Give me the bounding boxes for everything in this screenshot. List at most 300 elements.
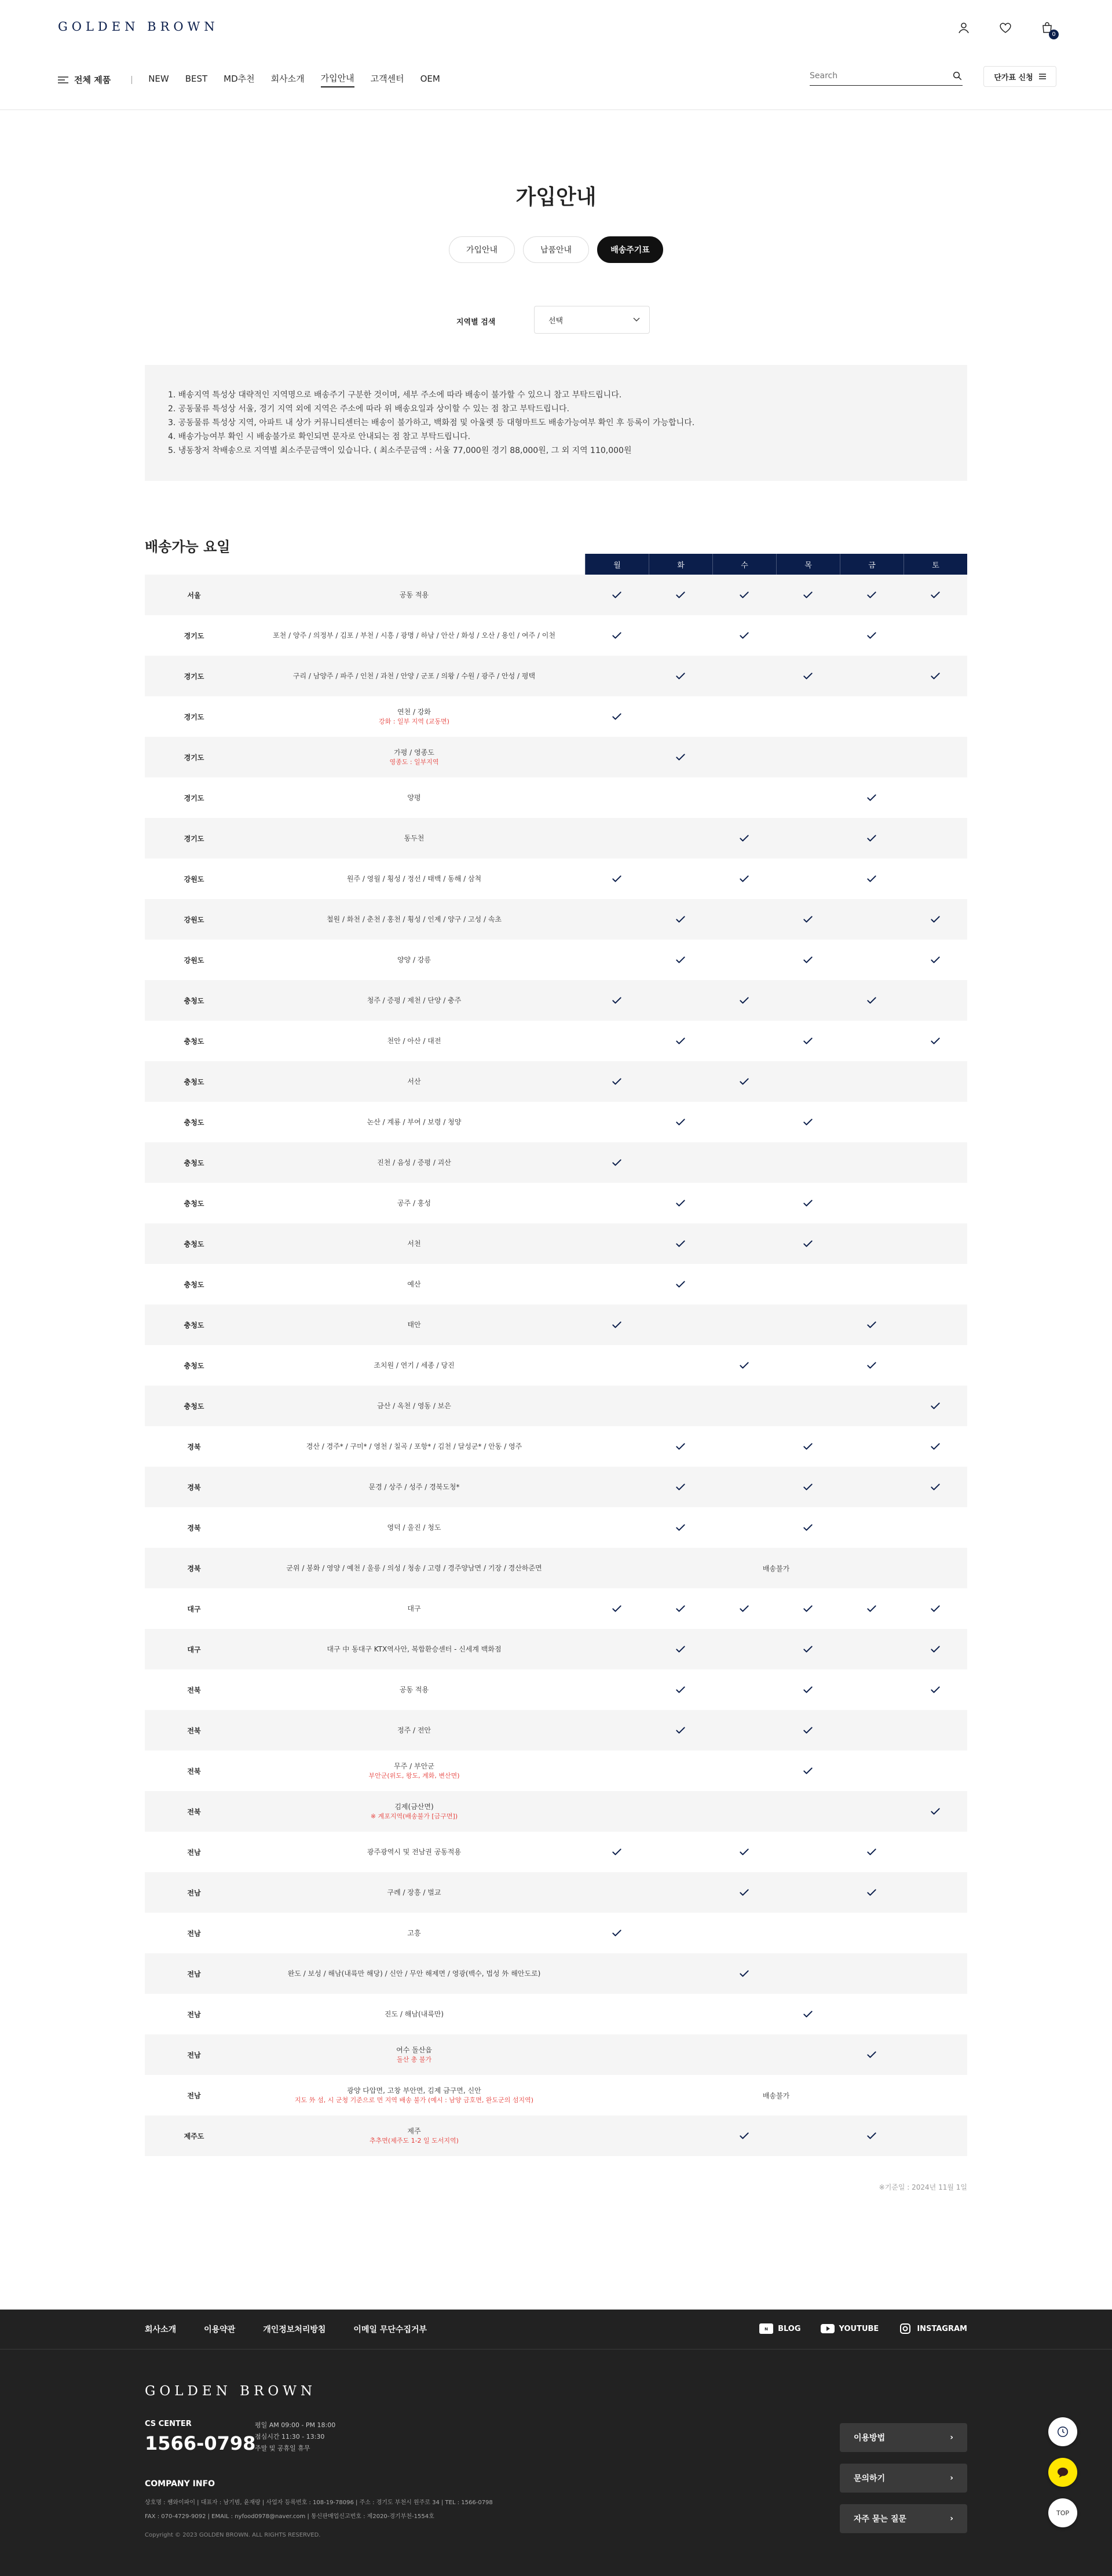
blog-link[interactable]	[759, 2323, 800, 2334]
day-cell-fri	[840, 792, 904, 803]
area-name: 논산 / 계룡 / 부여 / 보령 / 청양	[367, 1118, 462, 1126]
day-header-thu: 목	[776, 554, 840, 575]
table-row	[145, 1345, 967, 1386]
region-cell: 전남	[187, 2051, 201, 2059]
search-icon[interactable]	[952, 71, 963, 81]
day-cell-wed	[712, 1968, 776, 1979]
youtube-icon	[821, 2323, 835, 2334]
check-icon	[675, 1035, 686, 1047]
area-name: 양양 / 강릉	[397, 956, 431, 964]
area-cell	[243, 1685, 585, 1695]
clock-icon	[1056, 2425, 1069, 2438]
check-icon	[802, 589, 814, 601]
area-note: 부안군(위도, 왕도, 계화, 변산면)	[368, 1772, 460, 1780]
check-icon	[611, 1927, 623, 1939]
region-cell: 충청도	[184, 1280, 204, 1289]
area-cell	[243, 1279, 585, 1289]
day-cell-tue	[649, 751, 712, 763]
day-cell-thu	[776, 954, 840, 966]
check-icon	[802, 914, 814, 925]
area-cell	[243, 2085, 585, 2105]
footer-divider	[0, 2349, 1112, 2350]
tab-delivery-guide[interactable]: 납품안내	[523, 236, 589, 263]
area-note: 지도 外 섬, 시 군청 기준으로 먼 지역 배송 불가 (예시 : 남양 금호면, 완도군의 섬지역)	[294, 2096, 534, 2104]
region-cell: 충청도	[184, 996, 204, 1005]
area-name: 서산	[407, 1077, 421, 1086]
table-row	[145, 1588, 967, 1629]
region-cell: 서울	[187, 591, 201, 600]
region-cell: 강원도	[184, 915, 204, 924]
region-cell: 전남	[187, 1848, 201, 1857]
region-cell: 경북	[187, 1523, 201, 1532]
area-note: 영종도 : 일부지역	[389, 758, 439, 766]
recent-view-button[interactable]	[1048, 2417, 1077, 2446]
nav-best[interactable]: BEST	[185, 73, 208, 84]
how-to-use-label: 이용방법	[854, 2434, 886, 2443]
schedule-title: 배송가능 요일	[145, 539, 231, 555]
area-name: 대구	[407, 1605, 421, 1613]
check-icon	[802, 670, 814, 682]
table-row	[145, 1426, 967, 1467]
day-cell-tue	[649, 1116, 712, 1128]
region-cell: 전남	[187, 2010, 201, 2019]
instagram-link[interactable]	[898, 2323, 967, 2334]
check-icon	[675, 1603, 686, 1614]
price-list-request-label: 단가표 신청	[994, 73, 1033, 82]
youtube-label: YOUTUBE	[839, 2324, 879, 2333]
area-name: 예산	[407, 1280, 421, 1288]
region-cell: 충청도	[184, 1240, 204, 1248]
table-row	[145, 899, 967, 940]
day-cell-tue	[649, 1724, 712, 1736]
region-cell: 경북	[187, 1442, 201, 1451]
day-header-mon: 월	[585, 554, 649, 575]
notice-line: 3. 공동물류 특성상 지역, 아파트 내 상가 커뮤니티센터는 배송이 불가하고, 백화점 및 아울렛 등 대형마트도 배송가능여부 확인 후 등록이 가능합니다.	[168, 418, 695, 427]
day-cell-fri	[840, 1887, 904, 1898]
check-icon	[866, 630, 877, 641]
all-products-label: 전체 제품	[74, 75, 111, 85]
day-cell-mon	[585, 1157, 649, 1168]
tab-delivery-schedule[interactable]: 배송주기표	[597, 236, 663, 263]
check-icon	[866, 1319, 877, 1331]
instagram-icon	[898, 2323, 912, 2334]
nav-divider	[131, 76, 132, 84]
table-row	[145, 1710, 967, 1751]
area-cell	[243, 630, 585, 641]
region-cell: 전북	[187, 1726, 201, 1735]
area-cell	[243, 874, 585, 884]
table-body	[145, 575, 967, 2156]
table-row	[145, 575, 967, 615]
check-icon	[802, 1116, 814, 1128]
check-icon	[930, 914, 941, 925]
area-cell	[243, 1847, 585, 1857]
site-logo[interactable]: GOLDEN BROWN	[58, 20, 219, 34]
day-cell-wed	[712, 1360, 776, 1371]
day-cell-thu	[776, 1684, 840, 1696]
day-cell-sat	[904, 1643, 967, 1655]
day-cell-wed	[712, 873, 776, 885]
area-name: 정주 / 전안	[397, 1726, 431, 1734]
day-cell-mon	[585, 1319, 649, 1331]
check-icon	[611, 1846, 623, 1858]
area-name: 광주광역시 및 전남권 공동적용	[367, 1848, 462, 1856]
check-icon	[802, 1238, 814, 1249]
cs-hours-line: 점심시간 11:30 - 13:30	[255, 2433, 325, 2440]
day-cell-tue	[649, 1035, 712, 1047]
day-header-fri: 금	[840, 554, 904, 575]
table-row	[145, 737, 967, 777]
check-icon	[675, 589, 686, 601]
day-cell-mon	[585, 630, 649, 641]
area-cell	[243, 1563, 585, 1573]
region-search-label: 지역별 검색	[456, 318, 496, 327]
user-icon[interactable]	[957, 21, 971, 35]
unavailable-cell: 배송불가	[762, 1564, 790, 1573]
day-cell-wed	[712, 630, 776, 641]
region-cell: 경북	[187, 1564, 201, 1573]
area-cell	[243, 590, 585, 600]
day-cell-fri	[840, 630, 904, 641]
day-cell-sat	[904, 670, 967, 682]
scroll-top-button[interactable]: TOP	[1048, 2498, 1077, 2527]
region-cell: 경기도	[184, 631, 204, 640]
area-cell	[243, 1441, 585, 1452]
check-icon	[866, 1360, 877, 1371]
table-row	[145, 980, 967, 1021]
day-cell-thu	[776, 914, 840, 925]
region-cell: 전남	[187, 1970, 201, 1978]
region-select-value: 선택	[548, 316, 564, 326]
check-icon	[738, 630, 750, 641]
table-row	[145, 1872, 967, 1913]
check-icon	[930, 1481, 941, 1493]
area-cell	[243, 1401, 585, 1411]
region-cell: 경기도	[184, 753, 204, 762]
day-cell-tue	[649, 1238, 712, 1249]
copyright: Copyright © 2023 GOLDEN BROWN. ALL RIGHTS RESERVED.	[145, 2532, 321, 2538]
blog-icon	[759, 2323, 773, 2334]
all-products-button[interactable]	[58, 74, 111, 86]
area-cell	[243, 1238, 585, 1249]
area-name: 양평	[407, 794, 421, 802]
notice-line: 1. 배송지역 특성상 대략적인 지역명으로 배송주기 구분한 것이며, 세부 주소에 따라 배송이 불가할 수 있으니 참고 부탁드립니다.	[168, 390, 622, 400]
check-icon	[738, 1968, 750, 1979]
table-row	[145, 1507, 967, 1548]
check-icon	[611, 995, 623, 1006]
table-row	[145, 1629, 967, 1669]
check-icon	[802, 1724, 814, 1736]
check-icon	[802, 954, 814, 966]
check-icon	[930, 1806, 941, 1817]
day-cell-sat	[904, 1481, 967, 1493]
table-row	[145, 1183, 967, 1223]
area-cell	[243, 1603, 585, 1614]
tab-join-guide[interactable]: 가입안내	[449, 236, 515, 263]
check-icon	[738, 995, 750, 1006]
check-icon	[675, 914, 686, 925]
guide-tabs	[0, 236, 1112, 263]
check-icon	[675, 1643, 686, 1655]
day-cell-thu	[776, 1724, 840, 1736]
area-name: 완도 / 보성 / 해남(내륙만 해당) / 신안 / 무안 해제면 / 영광(백수, 법성 外 해안도로)	[287, 1970, 541, 1978]
check-icon	[675, 1116, 686, 1128]
check-icon	[738, 1887, 750, 1898]
cs-center-label: CS CENTER	[145, 2420, 192, 2428]
day-cell-thu	[776, 1035, 840, 1047]
table-row	[145, 1953, 967, 1994]
day-cell-wed	[712, 1076, 776, 1087]
region-cell: 전남	[187, 2091, 201, 2100]
day-cell-thu	[776, 589, 840, 601]
area-cell	[243, 1076, 585, 1087]
day-cell-tue	[649, 1684, 712, 1696]
table-row	[145, 1061, 967, 1102]
check-icon	[930, 1684, 941, 1696]
area-cell	[243, 1725, 585, 1735]
check-icon	[866, 1887, 877, 1898]
day-header-wed: 수	[712, 554, 776, 575]
area-cell	[243, 955, 585, 965]
check-icon	[930, 1441, 941, 1452]
notice-line: 5. 냉동창저 착배송으로 지역별 최소주문금액이 있습니다. ( 최소주문금액 : 서울 77,000원 경기 88,000원, 그 외 지역 110,000원	[168, 446, 632, 455]
day-cell-thu	[776, 1441, 840, 1452]
area-cell	[243, 707, 585, 726]
heart-icon[interactable]	[998, 21, 1012, 35]
check-icon	[611, 1319, 623, 1331]
day-cell-tue	[649, 1603, 712, 1614]
day-cell-mon	[585, 1927, 649, 1939]
table-row	[145, 1142, 967, 1183]
company-info-label: COMPANY INFO	[145, 2479, 215, 2489]
table-row	[145, 696, 967, 737]
inquiry-button[interactable]	[840, 2464, 967, 2493]
nav-md-pick[interactable]: MD추천	[224, 74, 255, 84]
check-icon	[866, 589, 877, 601]
area-cell	[243, 1036, 585, 1046]
day-cell-fri	[840, 832, 904, 844]
region-cell: 경기도	[184, 712, 204, 721]
day-cell-thu	[776, 1643, 840, 1655]
region-cell: 충청도	[184, 1037, 204, 1046]
nav-new[interactable]: NEW	[148, 73, 169, 84]
area-name: 군위 / 봉화 / 영양 / 예천 / 울릉 / 의성 / 청송 / 고령 / 경주양남면 / 기장 / 경산하준면	[286, 1564, 542, 1572]
search-bar	[810, 66, 963, 86]
table-row	[145, 615, 967, 656]
check-icon	[611, 1076, 623, 1087]
table-row	[145, 1223, 967, 1264]
area-cell	[243, 1968, 585, 1979]
check-icon	[802, 1603, 814, 1614]
area-name: 대구 中 동대구 KTX역사안, 복합환승센터 - 신세계 백화점	[327, 1645, 502, 1653]
check-icon	[930, 1400, 941, 1412]
cs-hours	[255, 2420, 335, 2454]
company-info-line: FAX : 070-4729-9092 | EMAIL : nyfood0978@naver.com | 통신판매업신고번호 : 제2020-경기부천-1554호	[145, 2513, 434, 2520]
day-cell-mon	[585, 711, 649, 722]
check-icon	[738, 1076, 750, 1087]
footer-link-privacy[interactable]: 개인정보처리방침	[263, 2325, 326, 2334]
check-icon	[802, 1481, 814, 1493]
check-icon	[738, 1360, 750, 1371]
check-icon	[738, 873, 750, 885]
area-cell	[243, 1198, 585, 1208]
notice-line: 4. 배송가능여부 확인 시 배송불가로 확인되면 문자로 안내되는 점 참고 부탁드립니다.	[168, 432, 471, 441]
day-cell-tue	[649, 914, 712, 925]
area-cell	[243, 2045, 585, 2065]
check-icon	[866, 2130, 877, 2142]
day-cell-thu	[776, 1238, 840, 1249]
table-row	[145, 1669, 967, 1710]
area-name: 구리 / 남양주 / 파주 / 인천 / 과천 / 안양 / 군포 / 의왕 / 수원 / 광주 / 안성 / 평택	[292, 672, 536, 680]
table-row	[145, 940, 967, 980]
faq-label: 자주 묻는 질문	[854, 2515, 906, 2524]
day-cell-mon	[585, 995, 649, 1006]
area-name: 서천	[407, 1240, 421, 1248]
area-cell	[243, 2009, 585, 2019]
check-icon	[930, 1603, 941, 1614]
day-cell-sat	[904, 1603, 967, 1614]
day-cell-thu	[776, 1603, 840, 1614]
check-icon	[738, 832, 750, 844]
day-cell-sat	[904, 589, 967, 601]
area-note: 강화 : 일부 지역 (교동면)	[379, 718, 449, 725]
area-name: 포천 / 양주 / 의정부 / 김포 / 부천 / 시흥 / 광명 / 하남 / 안산 / 화성 / 오산 / 용인 / 여주 / 이천	[273, 631, 555, 640]
check-icon	[930, 1035, 941, 1047]
area-name: 공주 / 홍성	[397, 1199, 431, 1207]
search-input[interactable]	[810, 71, 926, 81]
day-cell-wed	[712, 1603, 776, 1614]
check-icon	[675, 1481, 686, 1493]
day-cell-thu	[776, 1197, 840, 1209]
area-name: 진천 / 음성 / 증평 / 괴산	[377, 1159, 451, 1167]
check-icon	[930, 589, 941, 601]
table-row	[145, 1305, 967, 1345]
check-icon	[675, 1197, 686, 1209]
check-icon	[866, 792, 877, 803]
region-cell: 대구	[187, 1605, 201, 1613]
table-row	[145, 777, 967, 818]
nav-oem[interactable]: OEM	[420, 73, 440, 84]
nav-company[interactable]: 회사소개	[270, 74, 305, 84]
company-info	[145, 2496, 550, 2524]
price-list-request-button[interactable]	[983, 66, 1056, 87]
table-row	[145, 858, 967, 899]
area-name: 여수 돌산읍	[396, 2046, 432, 2054]
region-cell: 제주도	[184, 2132, 204, 2140]
area-cell	[243, 833, 585, 843]
region-cell: 전남	[187, 1929, 201, 1938]
svg-text:N: N	[765, 2327, 769, 2332]
day-cell-sat	[904, 1441, 967, 1452]
area-cell	[243, 1117, 585, 1127]
day-cell-fri	[840, 873, 904, 885]
table-row	[145, 1021, 967, 1061]
how-to-use-button[interactable]	[840, 2423, 967, 2452]
check-icon	[866, 873, 877, 885]
area-name: 철원 / 화천 / 춘천 / 홍천 / 횡성 / 인제 / 양구 / 고성 / 속초	[326, 915, 502, 923]
day-cell-mon	[585, 1076, 649, 1087]
footer-logo: GOLDEN BROWN	[145, 2384, 317, 2399]
area-name: 고흥	[407, 1929, 421, 1937]
check-icon	[930, 954, 941, 966]
area-name: 천안 / 아산 / 대전	[387, 1037, 441, 1045]
notice-line: 2. 공동물류 특성상 서울, 경기 지역 외에 지역은 주소에 따라 위 배송요일과 상이할 수 있는 점 참고 부탁드립니다.	[168, 404, 569, 414]
site-footer	[0, 2310, 1112, 2576]
day-cell-thu	[776, 1116, 840, 1128]
area-name: 공동 적용	[399, 1686, 429, 1694]
footer-link-email-refusal[interactable]: 이메일 무단수집거부	[353, 2325, 427, 2334]
day-cell-wed	[712, 995, 776, 1006]
main-navigation	[58, 72, 456, 87]
day-header-sat: 토	[904, 554, 967, 575]
area-name: 공동 적용	[399, 591, 429, 599]
region-select[interactable]	[534, 306, 650, 334]
table-row	[145, 818, 967, 858]
day-cell-wed	[712, 832, 776, 844]
day-cell-tue	[649, 1522, 712, 1533]
area-cell	[243, 1887, 585, 1898]
faq-button[interactable]	[840, 2504, 967, 2533]
day-cell-tue	[649, 589, 712, 601]
area-cell	[243, 792, 585, 803]
chevron-right-icon: ›	[950, 2473, 953, 2483]
nav-customer-center[interactable]: 고객센터	[370, 74, 404, 84]
day-cell-tue	[649, 1481, 712, 1493]
notice-box	[145, 365, 967, 481]
day-cell-sat	[904, 914, 967, 925]
region-cell: 강원도	[184, 875, 204, 883]
footer-link-company[interactable]: 회사소개	[145, 2325, 177, 2334]
cart-button[interactable]	[1040, 21, 1056, 38]
day-cell-wed	[712, 589, 776, 601]
area-name: 원주 / 영월 / 횡성 / 정선 / 태백 / 동해 / 삼척	[346, 875, 482, 883]
day-cell-wed	[712, 1846, 776, 1858]
check-icon	[866, 2049, 877, 2060]
area-cell	[243, 1522, 585, 1533]
region-cell: 대구	[187, 1645, 201, 1654]
header-spacer	[145, 554, 585, 575]
check-icon	[866, 1846, 877, 1858]
day-cell-tue	[649, 1197, 712, 1209]
area-cell	[243, 1157, 585, 1168]
cart-count-badge: 0	[1049, 30, 1059, 39]
check-icon	[930, 1643, 941, 1655]
area-name: 태안	[407, 1321, 421, 1329]
list-icon	[1039, 73, 1046, 80]
check-icon	[611, 711, 623, 722]
day-cell-sat	[904, 1400, 967, 1412]
area-cell	[243, 1482, 585, 1492]
area-name: 조치원 / 연기 / 세종 / 당진	[374, 1361, 455, 1369]
page-title: 가입안내	[515, 185, 597, 209]
area-name: 금산 / 옥천 / 영동 / 보은	[377, 1402, 451, 1410]
check-icon	[675, 954, 686, 966]
youtube-link[interactable]	[821, 2323, 879, 2334]
nav-join-guide[interactable]: 가입안내	[321, 72, 354, 87]
area-name: 제주	[407, 2127, 421, 2135]
area-cell	[243, 1320, 585, 1330]
area-cell	[243, 671, 585, 681]
check-icon	[675, 751, 686, 763]
day-cell-tue	[649, 1278, 712, 1290]
area-name: 광양 다압면, 고창 부안면, 김제 금구면, 신안	[347, 2087, 481, 2095]
day-cell-fri	[840, 2130, 904, 2142]
area-name: 문경 / 상주 / 성주 / 경북도청*	[368, 1483, 460, 1491]
area-name: 김제(금산면)	[394, 1803, 434, 1811]
kakao-chat-button[interactable]	[1048, 2458, 1077, 2487]
chevron-down-icon	[633, 317, 640, 322]
footer-link-terms[interactable]: 이용약관	[204, 2325, 236, 2334]
